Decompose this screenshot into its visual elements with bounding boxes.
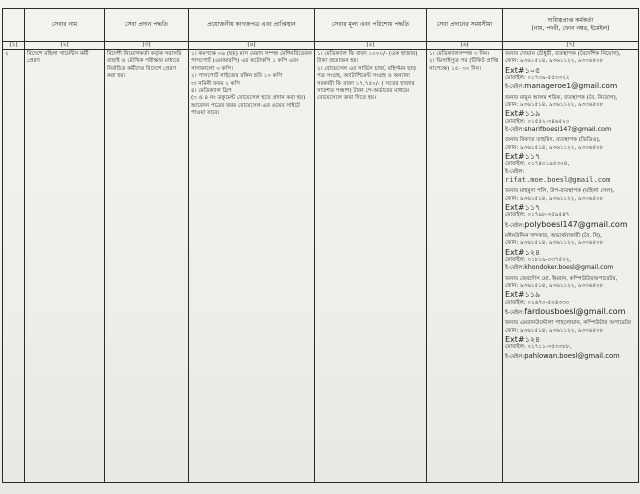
officers-cell [503,50,639,483]
officer-email[interactable]: rifat.moe.boesl@gmail.com [505,176,611,185]
officer-email[interactable]: sharifboesl147@gmail.com [524,125,612,133]
officer-email[interactable]: fardousboesl@gmail.com [524,306,626,316]
column-number: (২) [25,42,105,50]
officer-mobile: মোবাইল: ০১৬৭০-৫০৪৩৩০ [505,299,570,306]
officer-phone: ফোন: ৯৩৬১৫১৪, ৯৩৬১১২২, ৯৩৩৬৫০৮ [505,102,604,109]
document-note: (৩ ও ৪ নং ডকুমেন্ট বোয়েসেল হতে প্রদান করা হয়) আবেদন পত্রের ফরম বোয়েসেল-এর ওয়েব সাইটে পাওয়া যাবে। [191,95,306,116]
officer-ext: Ext#১২৪ [505,335,541,345]
officer-mobile: মোবাইল: ০১৫৫২-৩৪৬৫২০ [505,118,570,125]
officer-entry [505,188,636,230]
officer-name: জনাব ফেরদৌস মো. ইমরান, কম্পিউটারঅপারেটর, [505,275,618,282]
service-name-cell: বিদেশে মহিলা গার্মেন্টস কর্মী প্রেরণ [25,50,105,483]
header-timeframe: সেবা প্রদানের সময়সীমা [427,9,503,42]
header-service-name: সেবার নাম [25,9,105,42]
document-item: ১। কমপক্ষে ০৬ (ছয়) মাস মেয়াদ সম্পন্ন মেশিনরিডেবল পাসপোর্ট (এমআরপি) এর ফটোকপি ১ কপি এবং সাদাকালো ৩ কপি। [191,51,312,72]
officer-ext: Ext#১০৫ [505,65,541,75]
officer-email-label: ই-মেইল: [505,127,525,133]
officer-name: জনাব দোয়ান চৌধুরী, ব্যবস্থাপক (বৈদেশিক নিয়োগ), [505,51,621,57]
officer-name: জনাব মামুন আলম শরিফ, ব্যবস্থাপক (বৈ. নিয়োগ), [505,94,618,101]
officer-phone: ফোন: ৯৩৬১৫১৪, ৯৩৬১১২২, ৯৩৩৬৫০৮ [505,195,604,202]
officer-mobile: মোবাইল: ০১৭৩৯-৫৫৩৩২২ [505,74,570,81]
header-row [3,9,639,42]
officer-email[interactable]: pahlowan.boesl@gmail.com [524,351,620,360]
serial-cell: ২ [3,50,25,483]
timeframe-cell [427,50,503,483]
officer-entry [505,320,636,361]
officer-email[interactable]: khondoker.boesl@gmail.com [524,264,614,272]
document-item: ৪। মেডিক্যাল স্লিপ [191,87,232,94]
timeframe-item: ১। মেডিক্যালসম্পন্ন ৩ দিন। [429,51,490,57]
officer-name: মঈনউদ্দিন খন্দকার, অভ্যর্থনাকারী (বৈ. নি), [505,232,602,239]
column-number: (৭) [503,42,639,50]
officer-email-label: ই-মেইল: [505,353,525,360]
officer-ext: Ext#১১৯ [505,290,541,300]
officer-ext: Ext#১১৭ [505,152,541,162]
column-number-row [3,42,639,50]
column-number: (১) [3,42,25,50]
officer-entry [505,233,636,273]
documents-cell [189,50,315,483]
officer-ext: Ext#১১৯ [505,109,541,119]
fee-item: ১। মেডিক্যাল ফি বাবদ ১০০০/- (এক হাজার) টাকা প্রয়োজন হয়। [317,51,418,65]
officer-entry [505,95,636,135]
header-method: সেবা প্রদান পদ্ধতি [105,9,189,42]
column-number: (৩) [105,42,189,50]
officer-mobile: মোবাইল: ০১৮১৯-০৩৭৫০২, [505,256,572,263]
officer-phone: ফোন: ৯৩৬১৫১৪, ৯৩৬১১২২, ৯৩৩৬৫০৮ [505,240,604,247]
citizen-charter-table [2,8,639,483]
officer-phone: ফোন: ৯৩৬১৫১৪, ৯৩৬১১২২, ৯৩৩৬৫০৮ [505,283,604,290]
officer-ext: Ext#১১৭ [505,203,541,213]
officer-name: জনাব মাহমুদা পলি, উপ-ব্যবস্থাপক (মহিলা সেল), [505,188,615,195]
officer-entry [505,51,636,92]
header-documents: প্রয়োজনীয় কাগজপত্র এবং প্রাপ্তিস্থান [189,9,315,42]
service-row [3,50,639,483]
column-number: (৪) [189,42,315,50]
officer-entry [505,137,636,185]
officer-email-label: ই-মেইল: [505,265,525,272]
officer-email-label: ই-মেইল: [505,84,525,91]
officer-mobile: মোবাইল: ০১৭১১-৩৫৩৩৮৮, [505,344,572,351]
column-number: (৫) [315,42,427,50]
officer-phone: ফোন: ৯৩৬১৫১৪, ৯৩৬১১২২, ৯৩৩৬৫০৮ [505,327,604,334]
officer-phone: ফোন: ৯৩৬১৫১৪, ৯৩৬১১২২, ৯৩৩৬৫০৮ [505,58,604,65]
officer-email-label: ই-মেইল: [505,168,525,175]
header-officer [503,9,639,42]
method-cell: বিদেশী নিয়োগকর্তা কর্তৃক সরাসরি বাছাই ও মৌখিক পরীক্ষার মাধ্যমে নির্বাচিত কর্মীদের বিদেশে প্রেরণ করা হয়। [105,50,189,483]
officer-email[interactable]: polyboesl147@gmail.com [524,219,628,229]
fees-cell [315,50,427,483]
header-fees: সেবার মূল্য এবং পরিশোধ পদ্ধতি [315,9,427,42]
officer-name: জনাব রিফাত তাহমিদ, ব্যবস্থাপক (ভিডিও), [505,137,601,144]
officer-mobile: মোবাইল: ০১৭৯৮-৩৫৯৫৪৭ [505,212,570,219]
officer-email-label: ই-মেইল: [505,309,525,316]
document-item: ২। পাসপোর্ট সাইজের রঙ্গিন ছবি ১০ কপি [191,73,283,80]
officer-email-label: ই-মেইল: [505,222,525,229]
column-number: (৬) [427,42,503,50]
document-item: ৩। নমিনী ফরম ২ কপি [191,80,240,87]
timeframe-item: ২। ভিসাইস্যুর পর (টিকিট প্রাপ্তি সাপেক্ষে) ১৫- ৩০ দিন। [429,58,499,72]
header-serial [3,9,25,42]
officer-phone: ফোন: ৯৩৬১৫১৪, ৯৩৬১১২২, ৯৩৩৬৫০৮ [505,144,604,151]
fee-item: ২। বোয়েসেল এর সার্ভিস চার্জ, বহির্গমন ছাড় পত্র সংগ্রহ, অ্যাটাশিমেন্ট সংগ্রহ ও অন্যান্য সরকারী ফি বাবদ ১৭,৭৫০/- ( সতের হাজার সাতশত পঞ্চাশ) টাকা পে-অর্ডারের মাধ্যমে বোয়েসেলে জমা দিতে হয়। [317,65,417,102]
header-officer-line2: (নাম, পদবী, ফোন নম্বর, ইমেইল) [531,25,610,32]
officer-email[interactable]: manageroe1@gmail.com [524,81,618,91]
officer-ext: Ext#১২৪ [505,247,541,257]
officer-mobile: মোবাইল: ০১৭৪০১৯৫৩০৪, [505,161,570,168]
officer-name: জনাব এমরানউদ্দৌলা পাহলোয়ান, কম্পিউটার অপারেটর [505,320,631,327]
officer-entry [505,276,636,318]
header-officer-line1: দায়িত্বপ্রাপ্ত কর্মকর্তা [547,17,594,25]
